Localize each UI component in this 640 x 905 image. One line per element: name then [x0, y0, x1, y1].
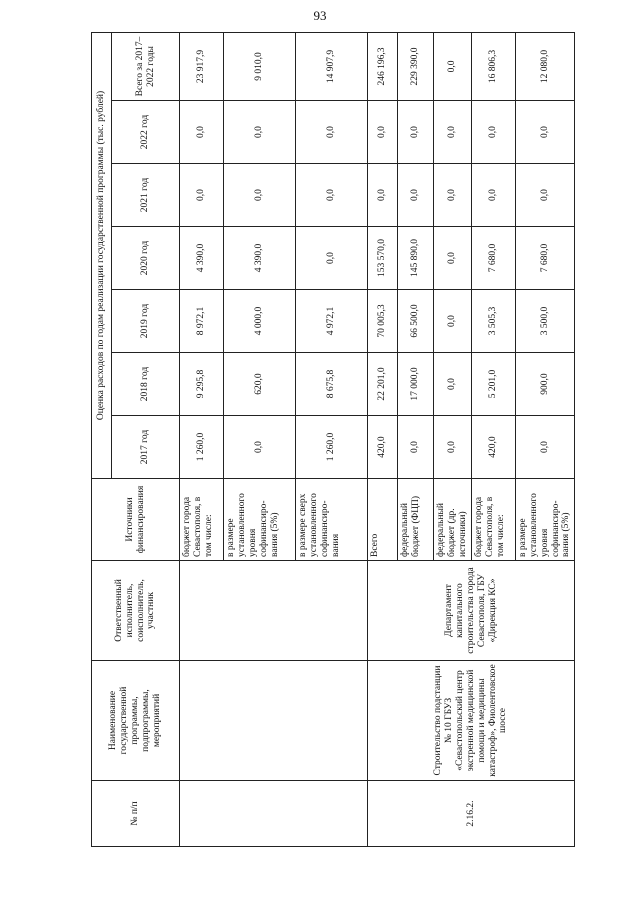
value-cell: 4 390,0 — [180, 227, 224, 290]
value-cell: 0,0 — [398, 101, 434, 164]
value-cell: 0,0 — [434, 290, 472, 353]
value-cell: 0,0 — [398, 164, 434, 227]
funding-source: федеральный бюджет (др. источники) — [434, 479, 472, 561]
header-year: 2018 год — [112, 353, 180, 416]
value-cell: 0,0 — [434, 227, 472, 290]
value-cell: 0,0 — [296, 164, 368, 227]
value-cell: 70 005,3 — [368, 290, 398, 353]
value-cell: 5 201,0 — [471, 353, 515, 416]
funding-source: в размере установленного уровня софинансиро-вания (5%) — [224, 479, 296, 561]
value-cell: 8 972,1 — [180, 290, 224, 353]
value-cell: 7 680,0 — [471, 227, 515, 290]
value-cell: 9 295,8 — [180, 353, 224, 416]
value-cell: 12 080,0 — [515, 32, 575, 100]
value-cell: 0,0 — [515, 164, 575, 227]
funding-source: федеральный бюджет (ФЦП) — [398, 479, 434, 561]
value-cell: 4 000,0 — [224, 290, 296, 353]
value-cell: 229 390,0 — [398, 32, 434, 100]
value-cell: 420,0 — [471, 416, 515, 479]
value-cell: 17 000,0 — [398, 353, 434, 416]
value-cell: 145 890,0 — [398, 227, 434, 290]
value-cell: 0,0 — [180, 164, 224, 227]
funding-source: Всего — [368, 479, 398, 561]
value-cell: 0,0 — [296, 227, 368, 290]
financing-table — [91, 32, 575, 847]
value-cell: 1 260,0 — [180, 416, 224, 479]
funding-source: бюджет города Севастополя, в том числе: — [180, 479, 224, 561]
value-cell: 620,0 — [224, 353, 296, 416]
empty-cell — [180, 661, 368, 781]
item-name: Строительство подстанции № 10 ГБУЗ «Севастопольский центр экстренной медицинской помощи и медицины катастроф», Фиолентовское шоссе — [368, 661, 575, 781]
empty-cell — [180, 781, 368, 847]
value-cell: 0,0 — [224, 101, 296, 164]
value-cell: 1 260,0 — [296, 416, 368, 479]
value-cell: 66 500,0 — [398, 290, 434, 353]
rotated-table-container — [91, 33, 572, 847]
value-cell: 14 907,9 — [296, 32, 368, 100]
funding-source: бюджет города Севастополя, в том числе: — [471, 479, 515, 561]
value-cell: 900,0 — [515, 353, 575, 416]
value-cell: 153 570,0 — [368, 227, 398, 290]
value-cell: 0,0 — [471, 101, 515, 164]
value-cell: 0,0 — [296, 101, 368, 164]
value-cell: 8 675,8 — [296, 353, 368, 416]
header-funding-source: Источники финансирования — [92, 479, 180, 561]
value-cell: 23 917,9 — [180, 32, 224, 100]
header-total: Всего за 2017–2022 годы — [112, 32, 180, 100]
value-cell: 4 972,1 — [296, 290, 368, 353]
empty-cell — [180, 561, 368, 661]
header-executor: Ответственный исполнитель, соисполнитель, участник — [92, 561, 180, 661]
value-cell: 0,0 — [368, 164, 398, 227]
value-cell: 4 390,0 — [224, 227, 296, 290]
funding-source: в размере сверх установленного софинансиро-вания — [296, 479, 368, 561]
header-year: 2019 год — [112, 290, 180, 353]
funding-source: в размере установленного уровня софинансиро-вания (5%) — [515, 479, 575, 561]
item-number: 2.16.2. — [368, 781, 575, 847]
value-cell: 9 010,0 — [224, 32, 296, 100]
header-year: 2021 год — [112, 164, 180, 227]
value-cell: 3 500,0 — [515, 290, 575, 353]
value-cell: 7 680,0 — [515, 227, 575, 290]
header-program-name: Наименование государственной программы, подпрограммы, мероприятий — [92, 661, 180, 781]
value-cell: 246 196,3 — [368, 32, 398, 100]
header-year: 2020 год — [112, 227, 180, 290]
value-cell: 0,0 — [434, 353, 472, 416]
header-year: 2022 год — [112, 101, 180, 164]
value-cell: 0,0 — [368, 101, 398, 164]
value-cell: 0,0 — [434, 32, 472, 100]
value-cell: 0,0 — [434, 101, 472, 164]
value-cell: 0,0 — [434, 416, 472, 479]
value-cell: 3 505,3 — [471, 290, 515, 353]
value-cell: 0,0 — [224, 164, 296, 227]
header-number: № п/п — [92, 781, 180, 847]
page-number: 93 — [313, 8, 327, 23]
value-cell: 420,0 — [368, 416, 398, 479]
value-cell: 0,0 — [224, 416, 296, 479]
value-cell: 16 806,3 — [471, 32, 515, 100]
header-estimate: Оценка расходов по годам реализации государственной программы (тыс. рублей) — [92, 32, 112, 478]
header-year: 2017 год — [112, 416, 180, 479]
value-cell: 22 201,0 — [368, 353, 398, 416]
value-cell: 0,0 — [398, 416, 434, 479]
value-cell: 0,0 — [471, 164, 515, 227]
value-cell: 0,0 — [180, 101, 224, 164]
item-executor: Департамент капитального строительства города Севастополя, ГБУ «Дирекция КС» — [368, 561, 575, 661]
value-cell: 0,0 — [434, 164, 472, 227]
value-cell: 0,0 — [515, 101, 575, 164]
value-cell: 0,0 — [515, 416, 575, 479]
